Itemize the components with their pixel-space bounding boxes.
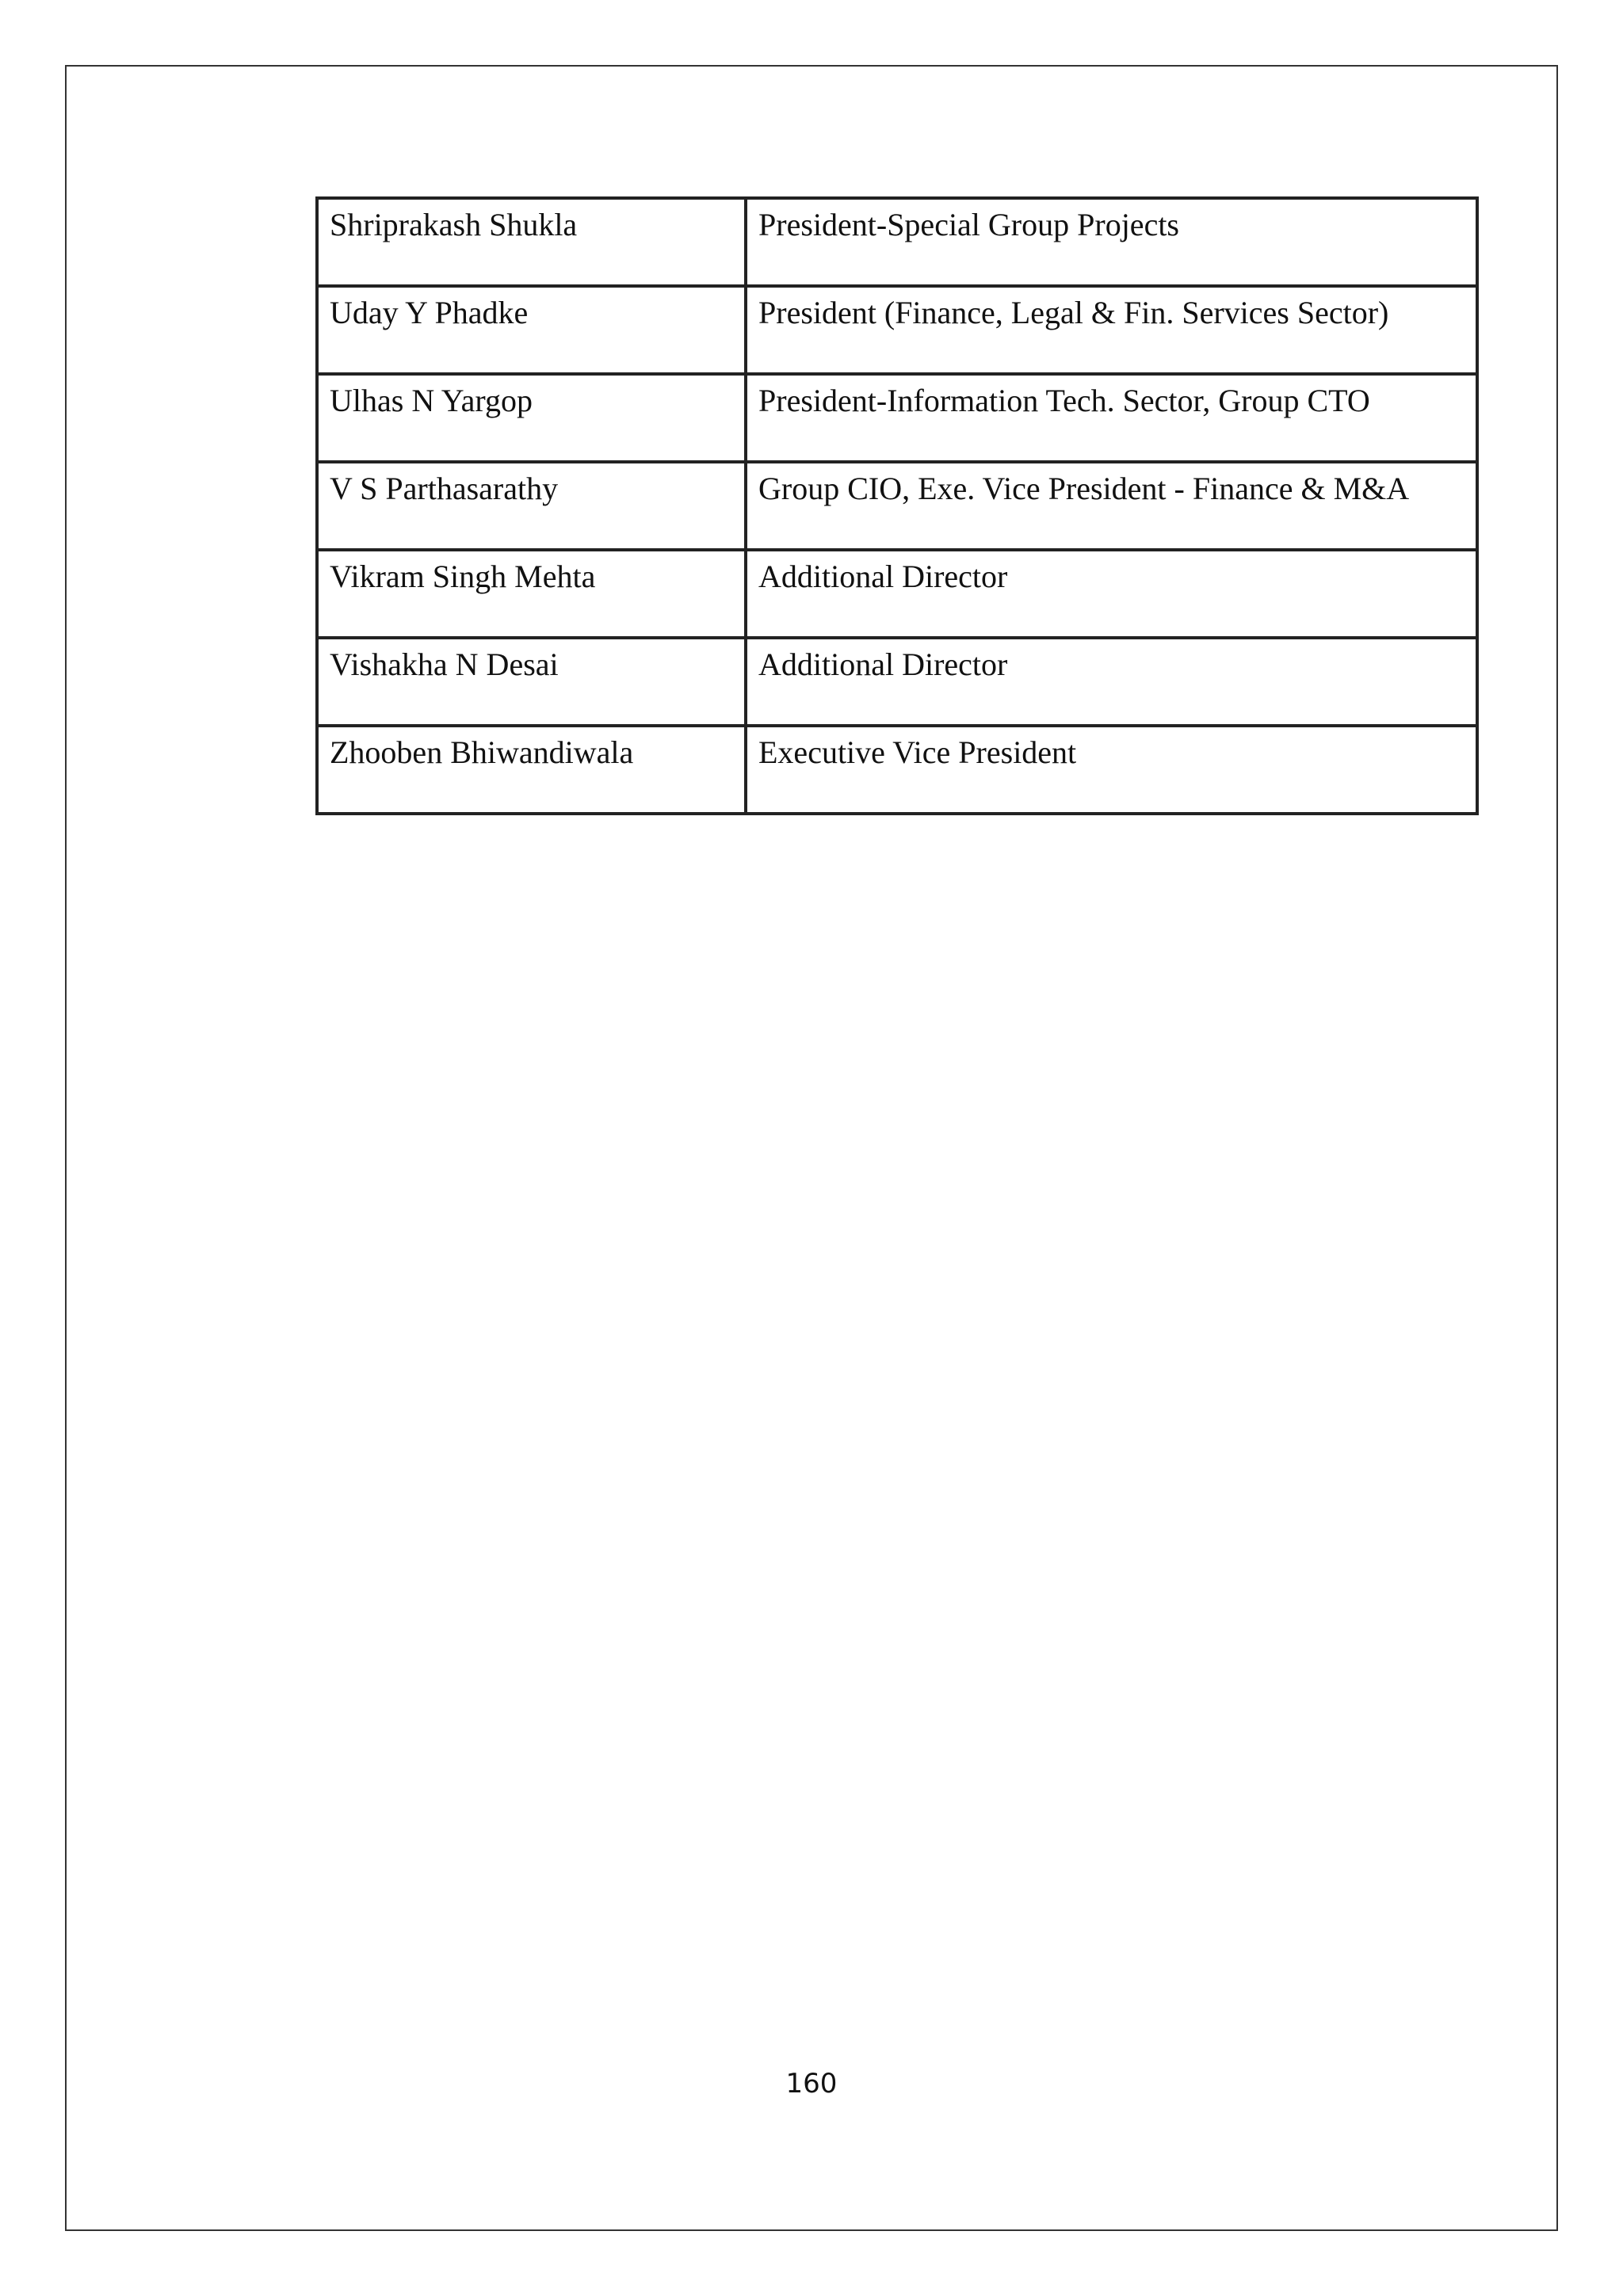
officer-designation: President-Special Group Projects [746,198,1477,286]
officer-name: Vikram Singh Mehta [317,550,746,638]
officer-name: Uday Y Phadke [317,286,746,374]
table-row [317,374,1477,462]
officer-name: Zhooben Bhiwandiwala [317,726,746,814]
page-number: 160 [785,2068,838,2100]
officers-table [315,196,1479,815]
officer-name: Ulhas N Yargop [317,374,746,462]
table-row [317,638,1477,726]
table-row [317,550,1477,638]
officer-name: Vishakha N Desai [317,638,746,726]
table-row [317,198,1477,286]
officer-designation: Additional Director [746,550,1477,638]
officer-name: Shriprakash Shukla [317,198,746,286]
officer-designation: President (Finance, Legal & Fin. Services Sector) [746,286,1477,374]
officer-designation: President-Information Tech. Sector, Group CTO [746,374,1477,462]
officer-designation: Group CIO, Exe. Vice President - Finance & M&A [746,462,1477,550]
table-row [317,462,1477,550]
officer-designation: Additional Director [746,638,1477,726]
officer-name: V S Parthasarathy [317,462,746,550]
officer-designation: Executive Vice President [746,726,1477,814]
table-row [317,726,1477,814]
table-row [317,286,1477,374]
